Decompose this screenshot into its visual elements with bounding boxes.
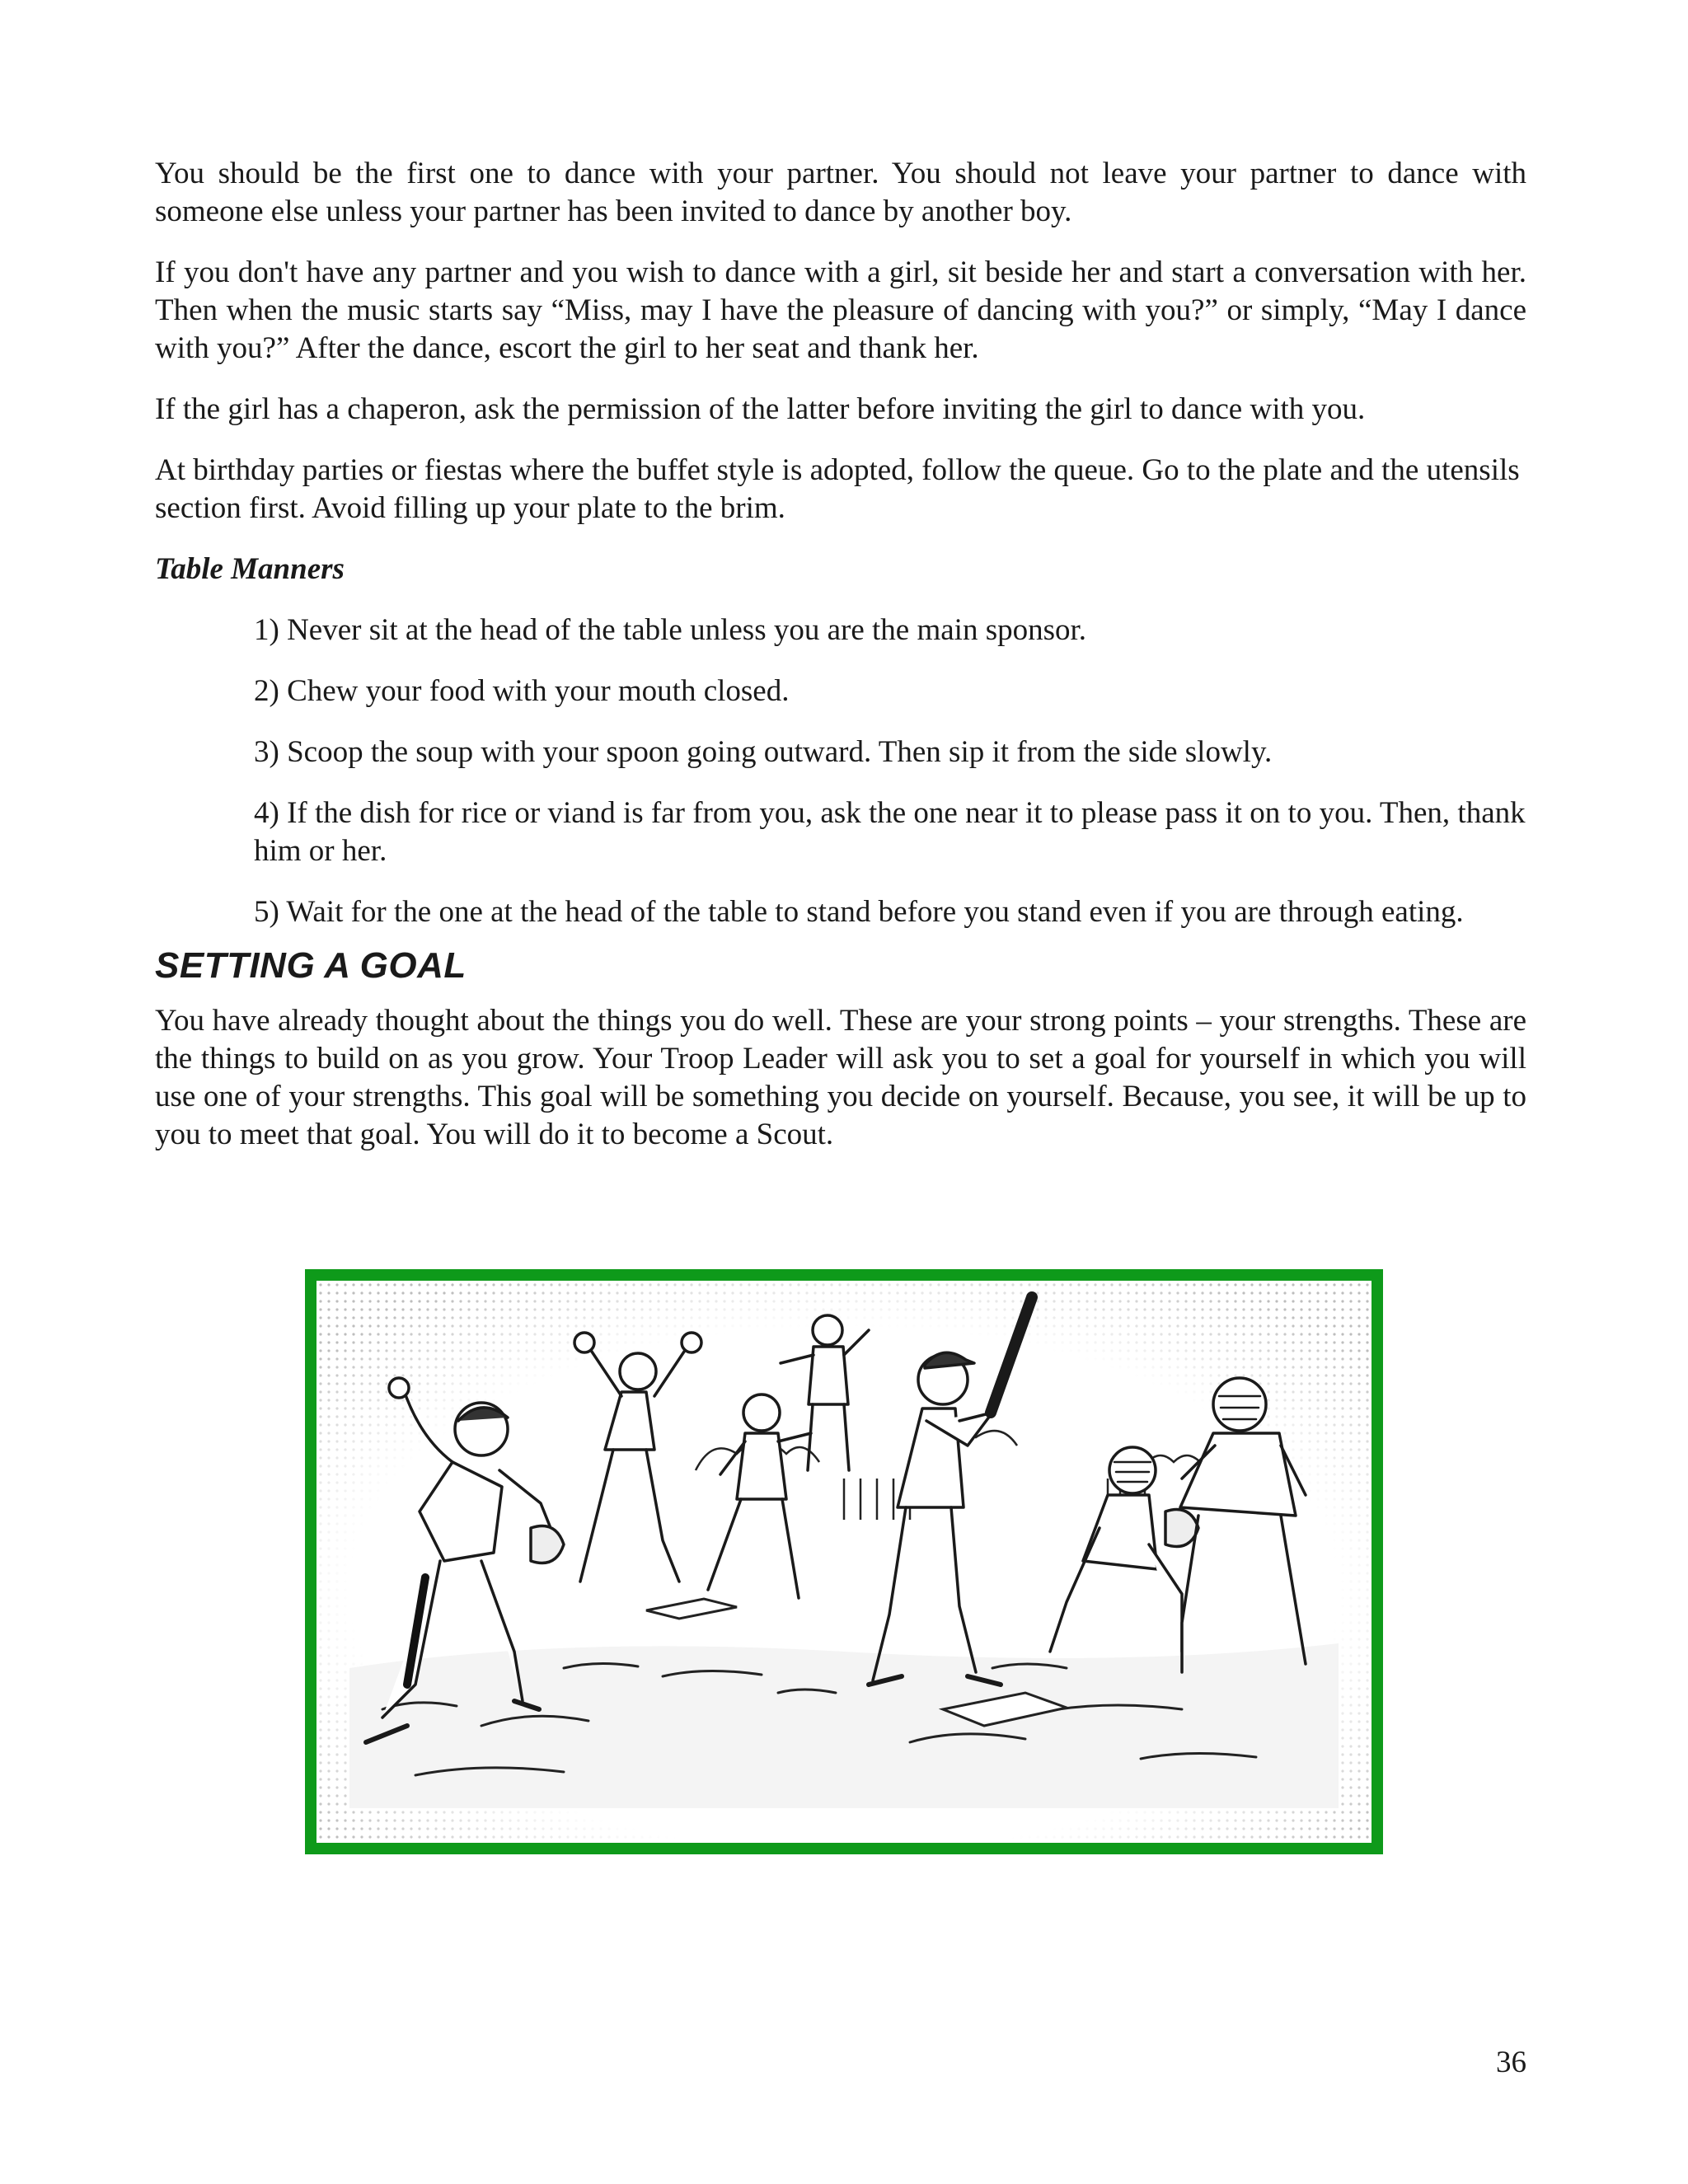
list-item: 4) If the dish for rice or viand is far from you, ask the one near it to please pass it on to you. Then, thank him or her. bbox=[254, 796, 1526, 868]
paragraph-ask-to-dance: If you don't have any partner and you wish to dance with a girl, sit beside her and start a conversation with her. Then when the music starts say “Miss, may I have the pleasure of dancing with you?” or simply, “May I dance with you?” After the dance, escort the girl to her seat and thank her. bbox=[155, 255, 1526, 365]
paragraph-chaperon: If the girl has a chaperon, ask the permission of the latter before inviting the girl to dance with you. bbox=[155, 392, 1366, 426]
table-manners-heading: Table Manners bbox=[155, 552, 345, 586]
list-item: 1) Never sit at the head of the table unless you are the main sponsor. bbox=[254, 613, 1087, 647]
section-title: SETTING A GOAL bbox=[155, 945, 467, 986]
paragraph-buffet: At birthday parties or fiestas where the buffet style is adopted, follow the queue. Go to the plate and the utensils section first. Avoid filling up your plate to the brim. bbox=[155, 453, 1520, 525]
paragraph-dance-partner: You should be the first one to dance with your partner. You should not leave your partner to dance with someone else unless your partner has been invited to dance by another boy. bbox=[155, 157, 1526, 228]
list-item: 5) Wait for the one at the head of the table to stand before you stand even if you are through eating. bbox=[254, 895, 1464, 929]
section-body: You have already thought about the things you do well. These are your strong points – your strengths. These are the things to build on as you grow. Your Troop Leader will ask you to set a goal for yourself in which you will use one of your strengths. This goal will be something you decide on yourself. Because, you see, it will be up to you to meet that goal. You will do it to become a Scout. bbox=[155, 1004, 1526, 1151]
baseball-illustration-icon bbox=[316, 1281, 1372, 1843]
list-item: 3) Scoop the soup with your spoon going outward. Then sip it from the side slowly. bbox=[254, 735, 1273, 769]
baseball-game-illustration bbox=[305, 1269, 1383, 1854]
page-number: 36 bbox=[1496, 2046, 1526, 2079]
list-item: 2) Chew your food with your mouth closed. bbox=[254, 674, 790, 708]
page-content bbox=[155, 155, 1526, 1154]
table-manners-list bbox=[254, 612, 1526, 931]
